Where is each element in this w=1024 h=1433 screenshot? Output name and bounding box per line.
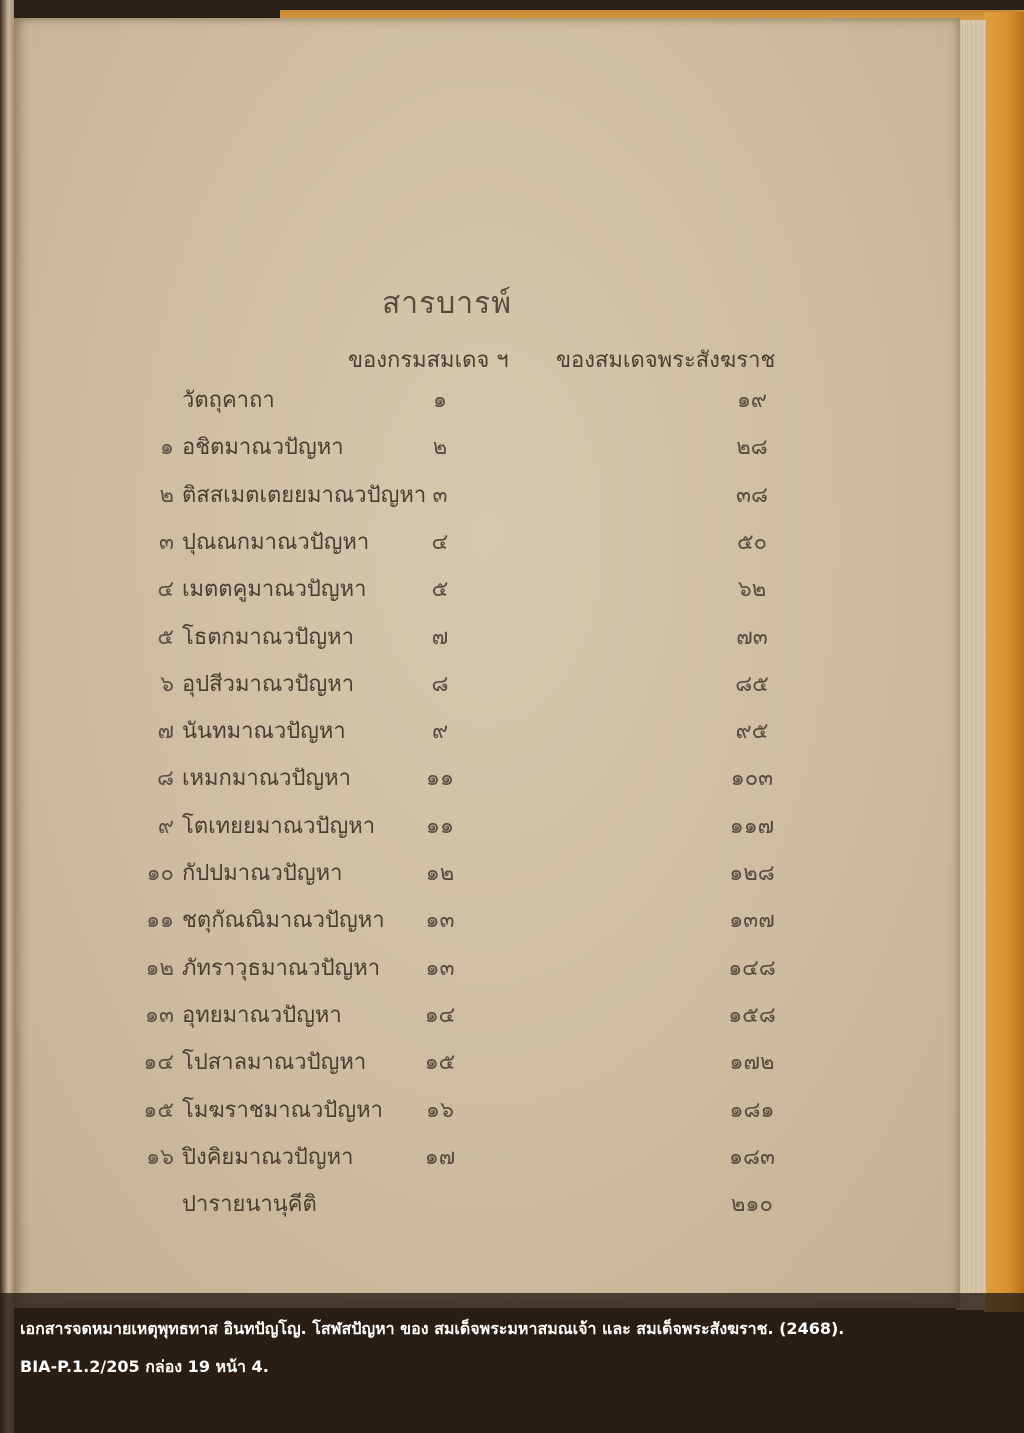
page-title-text: สารบารพ์ xyxy=(381,286,513,321)
toc-row xyxy=(0,950,1024,998)
toc-row-page-sangharaj: ๑๗๒ xyxy=(729,1050,775,1076)
toc-row-title: เหมกมาณวปัญหา xyxy=(182,766,352,792)
toc-row-title: เมตตคูมาณวปัญหา xyxy=(182,577,367,603)
toc-row-page-sangharaj: ๑๔๘ xyxy=(728,955,776,981)
toc-row xyxy=(0,382,1024,430)
toc-row-page-sangharaj: ๑๘๓ xyxy=(729,1144,775,1170)
toc-row-page-krom: ๑ xyxy=(433,388,447,413)
toc-row-page-sangharaj: ๒๘ xyxy=(736,435,768,461)
toc-row-title: ปารายนานุคีติ xyxy=(182,1192,317,1218)
toc-row-page-krom: ๓ xyxy=(432,482,448,508)
column-header-krom-somdet: ของกรมสมเดจ ฯ xyxy=(348,348,509,373)
toc-row xyxy=(0,666,1024,714)
toc-row-title: อชิตมาณวปัญหา xyxy=(182,435,344,461)
toc-row-title: วัตถุคาถา xyxy=(182,388,275,413)
toc-row-number: ๑๑ xyxy=(146,908,174,934)
toc-row-page-krom: ๑๒ xyxy=(425,861,455,886)
toc-row-title: โปสาลมาณวปัญหา xyxy=(182,1050,367,1076)
toc-row-page-sangharaj: ๑๙ xyxy=(736,388,768,413)
caption-citation: เอกสารจดหมายเหตุพุทธทาส อินทปัญโญ. โสฬสปัญหา ของ สมเด็จพระมหาสมณเจ้า และ สมเด็จพระสังฆราช. (2468). xyxy=(20,1319,845,1338)
toc-row-page-krom: ๘ xyxy=(431,671,449,697)
toc-row xyxy=(0,1186,1024,1234)
toc-row-page-sangharaj: ๑๐๓ xyxy=(730,766,774,792)
toc-row-number: ๘ xyxy=(157,766,174,792)
toc-row-page-sangharaj: ๑๕๘ xyxy=(728,1002,776,1028)
toc-row-number: ๗ xyxy=(157,719,174,745)
toc-row-page-krom: ๑๔ xyxy=(424,1002,456,1028)
toc-row-page-krom: ๑๗ xyxy=(424,1144,456,1170)
toc-row-page-sangharaj: ๙๕ xyxy=(735,719,769,745)
toc-row-page-sangharaj: ๑๒๘ xyxy=(729,861,775,886)
toc-row xyxy=(0,477,1024,525)
archive-caption xyxy=(0,1293,1024,1433)
toc-row-title: ปิงคิยมาณวปัญหา xyxy=(182,1144,354,1170)
toc-row xyxy=(0,760,1024,808)
toc-row-number: ๑๓ xyxy=(144,1002,174,1028)
toc-row-number: ๕ xyxy=(157,624,174,650)
caption-reference: BIA-P.1.2/205 กล่อง 19 หน้า 4. xyxy=(20,1357,269,1376)
toc-row-number: ๙ xyxy=(157,813,174,839)
toc-row xyxy=(0,713,1024,761)
toc-row-page-sangharaj: ๖๒ xyxy=(737,577,767,603)
toc-row-page-krom: ๑๑ xyxy=(426,813,454,839)
toc-row-title: กัปปมาณวปัญหา xyxy=(182,861,343,886)
toc-row-number: ๑๕ xyxy=(143,1097,174,1123)
toc-row-title: นันทมาณวปัญหา xyxy=(182,719,346,745)
toc-row xyxy=(0,808,1024,856)
toc-row-number: ๑๖ xyxy=(146,1144,174,1170)
toc-row-page-krom: ๑๓ xyxy=(425,955,455,981)
toc-row-page-sangharaj: ๕๐ xyxy=(736,529,768,555)
toc-row-page-sangharaj: ๗๓ xyxy=(736,624,768,650)
toc-row-title: ภัทราวุธมาณวปัญหา xyxy=(182,955,381,981)
toc-row-title: โธตกมาณวปัญหา xyxy=(182,624,355,650)
toc-row xyxy=(0,855,1024,903)
toc-row xyxy=(0,571,1024,619)
toc-row xyxy=(0,997,1024,1045)
toc-row-page-sangharaj: ๘๕ xyxy=(735,671,769,697)
toc-row xyxy=(0,429,1024,477)
toc-row-page-krom: ๒ xyxy=(432,435,448,461)
toc-row xyxy=(0,1092,1024,1140)
toc-row-page-krom: ๔ xyxy=(431,529,449,555)
toc-row-title: ชตุกัณณิมาณวปัญหา xyxy=(182,908,385,934)
toc-row-title: ปุณณกมาณวปัญหา xyxy=(182,529,370,555)
toc-row-page-sangharaj: ๑๘๑ xyxy=(729,1097,775,1123)
toc-row-page-sangharaj: ๑๓๗ xyxy=(729,908,775,934)
toc-row-number: ๔ xyxy=(157,577,174,603)
toc-row-number: ๑๐ xyxy=(146,861,174,886)
toc-row-number: ๒ xyxy=(159,482,174,508)
column-header-somdet-sangharaj: ของสมเดจพระสังฆราช xyxy=(556,348,776,373)
toc-row-number: ๓ xyxy=(158,529,174,555)
toc-row-page-sangharaj: ๑๑๗ xyxy=(729,813,775,839)
toc-row-page-sangharaj: ๓๘ xyxy=(735,482,768,508)
toc-row-page-krom: ๑๖ xyxy=(426,1097,454,1123)
toc-row xyxy=(0,524,1024,572)
toc-row-title: อุทยมาณวปัญหา xyxy=(182,1002,342,1028)
toc-row xyxy=(0,902,1024,950)
toc-row xyxy=(0,1139,1024,1187)
page-title xyxy=(0,280,1024,327)
toc-row-page-krom: ๗ xyxy=(431,624,449,650)
toc-row-page-krom: ๙ xyxy=(431,719,449,745)
toc-row-title: อุปสีวมาณวปัญหา xyxy=(182,671,355,697)
toc-row-page-krom: ๑๓ xyxy=(425,908,455,934)
toc-row-page-krom: ๕ xyxy=(431,577,449,603)
toc-row-title: โมฆราชมาณวปัญหา xyxy=(182,1097,383,1123)
toc-row-number: ๖ xyxy=(160,671,174,697)
toc-row-number: ๑๔ xyxy=(143,1050,174,1076)
toc-row-page-krom: ๑๕ xyxy=(424,1050,456,1076)
toc-row-title: ติสสเมตเตยยมาณวปัญหา xyxy=(182,482,427,508)
toc-row-number: ๑๒ xyxy=(145,955,174,981)
toc-row xyxy=(0,619,1024,667)
toc-row-title: โตเทยยมาณวปัญหา xyxy=(182,813,376,839)
toc-row-number: ๑ xyxy=(160,435,174,461)
toc-row xyxy=(0,1044,1024,1092)
toc-row-page-krom: ๑๑ xyxy=(426,766,454,792)
toc-row-page-sangharaj: ๒๑๐ xyxy=(731,1192,773,1218)
